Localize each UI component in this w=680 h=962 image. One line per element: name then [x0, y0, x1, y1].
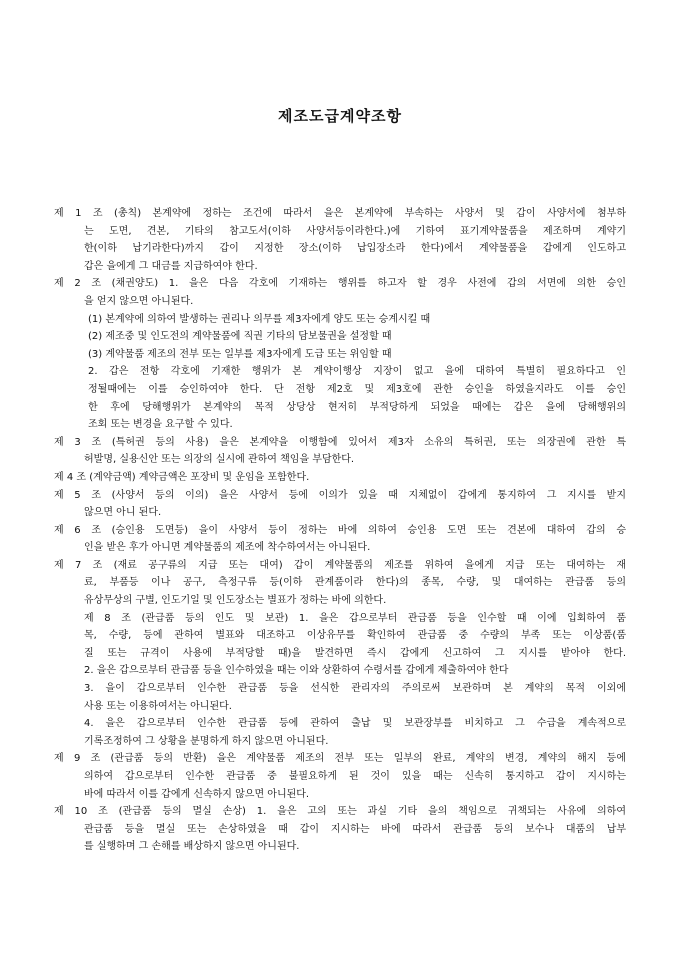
article-9-line-1: 제 9 조 (관급품 등의 반환) 을은 계약물품 제조의 전부 또는 일부의 완료, 계약의 변경, 계약의 해지 등에: [54, 753, 626, 765]
article-8-para-4-line-2: 기록조정하여 그 상황을 분명하게 하지 않으면 아니된다.: [84, 735, 329, 747]
article-9-line-2: 의하여 갑으로부터 인수한 관급품 중 불필요하게 된 것이 있을 때는 신속히 통지하고 갑이 지시하는: [84, 771, 626, 782]
article-1-line-2: 는 도면, 견본, 기타의 참고도서(이하 사양서등이라한다.)에 기하여 표기계약물품을 제조하며 계약기: [84, 225, 626, 237]
document-title: 제조도급계약조항: [278, 107, 402, 125]
article-8-line-1: 제 8 조 (관급품 등의 인도 및 보관) 1. 을은 갑으로부터 관급품 등을 인수할 때 이에 입회하여 품: [84, 612, 626, 624]
article-2-line-2: 을 얻지 않으면 아니된다.: [84, 295, 194, 307]
article-1-line-4: 갑은 을에게 그 대금를 지급하여야 한다.: [84, 260, 258, 272]
article-1-line-1: 제 1 조 (총칙) 본계약에 정하는 조건에 따라서 을은 본계약에 부속하는 사양서 및 갑이 사양서에 첨부하: [54, 208, 626, 219]
article-8-para-4-line-1: 4. 을은 갑으로부터 인수한 관급품 등에 관하여 출납 및 보관장부를 비치하고 그 수급을 계속적으로: [84, 718, 626, 730]
article-4-line-1: 제 4 조 (계약금액) 계약금액은 포장비 및 운임을 포함한다.: [54, 471, 310, 483]
article-1-line-3: 한(이하 납기라한다)까지 갑이 지정한 장소(이하 납입장소라 한다)에서 계약물품을 갑에게 인도하고: [84, 243, 626, 255]
article-8-para-3-line-1: 3. 을이 갑으로부터 인수한 관급품 등을 선식한 관리자의 주의로써 보관하며 본 계약의 목적 이외에: [84, 683, 626, 695]
document-body: [54, 205, 626, 856]
article-2-item-1: (1) 본계약에 의하여 발생하는 권리나 의무를 제3자에게 양도 또는 승계시킬 때: [88, 313, 431, 325]
article-5-line-1: 제 5 조 (사양서 등의 이의) 을은 사양서 등에 이의가 있을 때 지체없이 갑에게 통지하여 그 지시를 받지: [54, 489, 626, 501]
article-8-para-2: 2. 을은 갑으로부터 관급품 등을 인수하였을 때는 이와 상환하여 수령서를 갑에게 제출하여야 한다: [84, 665, 509, 677]
article-2-line-1: 제 2 조 (채권양도) 1. 을은 다음 각호에 기재하는 행위를 하고자 할 경우 사전에 갑의 서면에 의한 승인: [54, 278, 626, 290]
article-10-line-2: 관급품 등을 멸실 또는 손상하였을 때 갑이 지시하는 바에 따라서 관급품 등의 보수나 대품의 납부: [84, 823, 626, 835]
article-3-line-2: 허발명, 실용신안 또는 의장의 실시에 관하여 책임을 부담한다.: [84, 454, 355, 466]
article-6-line-2: 인을 받은 후가 아니면 계약물품의 제조에 착수하여서는 아니된다.: [84, 542, 371, 554]
article-7-line-1: 제 7 조 (재료 공구류의 지급 또는 대여) 갑이 계약물품의 제조를 위하여 을에게 지급 또는 대여하는 재: [54, 559, 626, 571]
article-2-item-2: (2) 제조중 및 인도전의 계약물품에 직권 기타의 담보물권을 설정할 때: [88, 331, 392, 343]
article-2-para-2-line-3: 한 후에 당해행위가 본계약의 목적 상당상 현저히 부적당하게 되었을 때에는 갑은 을에 당해행위의: [88, 401, 626, 413]
article-9-line-3: 바에 따라서 이를 갑에게 신속하지 않으면 아니된다.: [84, 788, 310, 800]
article-10-line-1: 제 10 조 (관급품 등의 멸실 손상) 1. 을은 고의 또는 과실 기타 을의 책임으로 귀책되는 사유에 의하여: [54, 806, 626, 818]
article-3-line-1: 제 3 조 (특허권 등의 사용) 을은 본계약을 이행함에 있어서 제3자 소유의 특허권, 또는 의장권에 관한 특: [54, 436, 626, 448]
article-7-line-3: 유상무상의 구별, 인도기일 및 인도장소는 별표가 정하는 바에 의한다.: [84, 595, 387, 607]
article-5-line-2: 않으면 아니 된다.: [84, 507, 162, 519]
article-2-para-2-line-1: 2. 갑은 전항 각호에 기재한 행위가 본 계약이행상 지장이 없고 을에 대하여 특별히 필요하다고 인: [88, 366, 626, 378]
article-2-para-2-line-2: 정될때에는 이를 승인하여야 한다. 단 전항 제2호 및 제3호에 관한 승인을 하였을지라도 이를 승인: [88, 383, 626, 395]
article-10-line-3: 를 실행하며 그 손해를 배상하지 않으면 아니된다.: [84, 841, 300, 853]
article-8-para-3-line-2: 사용 또는 이용하여서는 아니된다.: [84, 700, 232, 712]
article-7-line-2: 료, 부품등 이나 공구, 측정구류 등(이하 관계품이라 한다)의 종목, 수량, 및 대여하는 관급품 등의: [84, 577, 626, 589]
article-2-item-3: (3) 계약물품 제조의 전부 또는 일부를 제3자에게 도급 또는 위임할 때: [88, 348, 392, 360]
article-6-line-1: 제 6 조 (승인용 도면등) 을이 사양서 등이 정하는 바에 의하여 승인용 도면 또는 견본에 대하여 갑의 승: [54, 524, 626, 536]
article-8-line-2: 목, 수량, 등에 관하여 별표와 대조하고 이상유무를 확인하여 관급품 중 수량의 부족 또는 이상품(품: [84, 630, 626, 642]
article-8-line-3: 질 또는 규격이 사용에 부적당할 때)을 발견하면 즉시 갑에게 신고하여 그 지시를 받아야 한다.: [84, 647, 626, 659]
article-2-para-2-line-4: 조회 또는 변경을 요구할 수 있다.: [88, 419, 233, 431]
